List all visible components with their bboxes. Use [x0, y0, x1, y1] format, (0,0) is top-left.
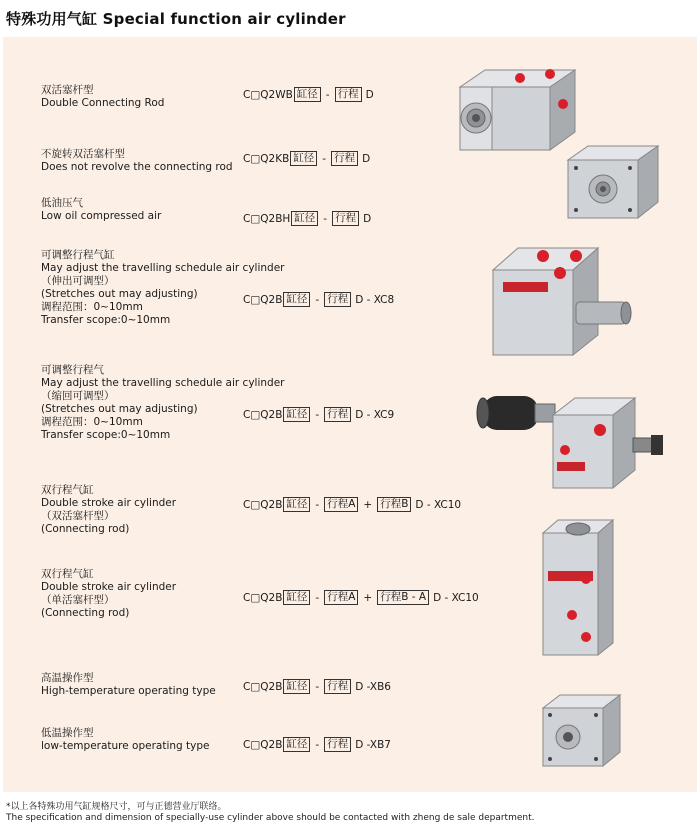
code-box: 行程B	[377, 497, 411, 512]
description-line: 双行程气缸	[41, 568, 94, 580]
code-box: 行程	[331, 151, 358, 166]
description-line: 低温操作型	[41, 727, 94, 739]
description-line: Transfer scope:0~10mm	[41, 429, 171, 441]
description-line: （单活塞杆型）	[41, 594, 115, 606]
description-line: 高温操作型	[41, 672, 94, 684]
model-code	[243, 211, 371, 226]
code-suffix: D	[365, 88, 374, 101]
code-box: 行程	[335, 87, 362, 102]
code-box: 行程	[324, 292, 351, 307]
description-line: May adjust the travelling schedule air cylinder	[41, 262, 285, 274]
code-prefix: C□Q2B	[243, 591, 283, 604]
footer-note-cn: *以上各特殊功用气缸规格尺寸，可与正德营业厅联络。	[6, 802, 227, 812]
code-prefix: C□Q2WB	[243, 88, 293, 101]
code-separator: -	[315, 498, 320, 511]
code-box: 缸径	[283, 497, 310, 512]
row-description	[41, 197, 161, 223]
code-suffix: D	[362, 152, 371, 165]
description-line: 可调整行程气缸	[41, 249, 115, 261]
code-box: 缸径	[294, 87, 321, 102]
code-separator: +	[363, 591, 373, 604]
code-prefix: C□Q2B	[243, 408, 283, 421]
code-separator: +	[363, 498, 373, 511]
code-box: 行程	[324, 679, 351, 694]
code-box: 行程A	[324, 497, 358, 512]
code-box: 行程A	[324, 590, 358, 605]
code-suffix: D - XC8	[355, 293, 395, 306]
code-prefix: C□Q2B	[243, 498, 283, 511]
row-description	[41, 364, 284, 442]
description-line: （双活塞杆型）	[41, 510, 115, 522]
description-line: Transfer scope:0~10mm	[41, 314, 171, 326]
code-box: 缸径	[283, 292, 310, 307]
code-box: 缸径	[290, 151, 317, 166]
code-suffix: D -XB6	[355, 680, 391, 693]
footer-note-en: The specification and dimension of specially-use cylinder above should be contacted with zheng de sale department.	[6, 813, 535, 823]
cylinder-image-double-rod	[455, 62, 580, 157]
row-description	[41, 84, 164, 110]
code-box: 行程	[324, 737, 351, 752]
cylinder-image-xc8	[488, 240, 633, 360]
description-line: low-temperature operating type	[41, 740, 210, 752]
code-prefix: C□Q2B	[243, 680, 283, 693]
row-description	[41, 672, 216, 698]
description-line: Double Connecting Rod	[41, 97, 165, 109]
description-line: （伸出可调型）	[41, 275, 115, 287]
description-line: (Connecting rod)	[41, 607, 130, 619]
code-box: 行程	[332, 211, 359, 226]
code-box: 缸径	[283, 407, 310, 422]
code-suffix: D -XB7	[355, 738, 391, 751]
description-line: 调程范围：0~10mm	[41, 301, 143, 313]
code-box: 缸径	[283, 737, 310, 752]
description-line: 调程范围：0~10mm	[41, 416, 143, 428]
row-description	[41, 148, 233, 174]
description-line: High-temperature operating type	[41, 685, 216, 697]
code-suffix: D - XC10	[415, 498, 462, 511]
code-suffix: D	[363, 212, 372, 225]
code-separator: -	[322, 152, 327, 165]
description-line: 低油压气	[41, 197, 83, 209]
description-line: (Stretches out may adjusting)	[41, 403, 198, 415]
row-description	[41, 249, 284, 327]
description-line: 双行程气缸	[41, 484, 94, 496]
model-code	[243, 292, 394, 307]
code-box: 缸径	[291, 211, 318, 226]
model-code	[243, 679, 391, 694]
description-line: Double stroke air cylinder	[41, 581, 177, 593]
row-description	[41, 727, 210, 753]
page-title: 特殊功用气缸 Special function air cylinder	[6, 10, 346, 28]
description-line: 不旋转双活塞杆型	[41, 148, 125, 160]
description-line: Double stroke air cylinder	[41, 497, 177, 509]
code-prefix: C□Q2B	[243, 293, 283, 306]
code-separator: -	[315, 680, 320, 693]
model-code	[243, 497, 461, 512]
description-line: 双活塞杆型	[41, 84, 94, 96]
code-box: 行程B - A	[377, 590, 429, 605]
model-code	[243, 87, 374, 102]
code-separator: -	[323, 212, 328, 225]
row-description	[41, 568, 176, 620]
code-prefix: C□Q2KB	[243, 152, 290, 165]
cylinder-image-non-rotating	[563, 140, 663, 225]
row-description	[41, 484, 176, 536]
description-line: May adjust the travelling schedule air cylinder	[41, 377, 285, 389]
code-box: 行程	[324, 407, 351, 422]
code-separator: -	[315, 408, 320, 421]
code-separator: -	[315, 293, 320, 306]
code-box: 缸径	[283, 679, 310, 694]
cylinder-image-temperature	[538, 690, 628, 772]
description-line: Does not revolve the connecting rod	[41, 161, 233, 173]
description-line: (Connecting rod)	[41, 523, 130, 535]
model-code	[243, 590, 479, 605]
description-line: （缩回可调型）	[41, 390, 115, 402]
model-code	[243, 151, 370, 166]
model-code	[243, 737, 391, 752]
code-suffix: D - XC10	[433, 591, 479, 604]
description-line: 可调整行程气	[41, 364, 104, 376]
code-suffix: D - XC9	[355, 408, 395, 421]
code-prefix: C□Q2B	[243, 738, 283, 751]
code-separator: -	[315, 738, 320, 751]
code-prefix: C□Q2BH	[243, 212, 291, 225]
cylinder-image-xc9	[475, 390, 670, 495]
code-separator: -	[325, 88, 330, 101]
code-separator: -	[315, 591, 320, 604]
code-box: 缸径	[283, 590, 310, 605]
cylinder-image-xc10-double	[538, 515, 623, 660]
model-code	[243, 407, 394, 422]
description-line: Low oil compressed air	[41, 210, 162, 222]
description-line: (Stretches out may adjusting)	[41, 288, 198, 300]
